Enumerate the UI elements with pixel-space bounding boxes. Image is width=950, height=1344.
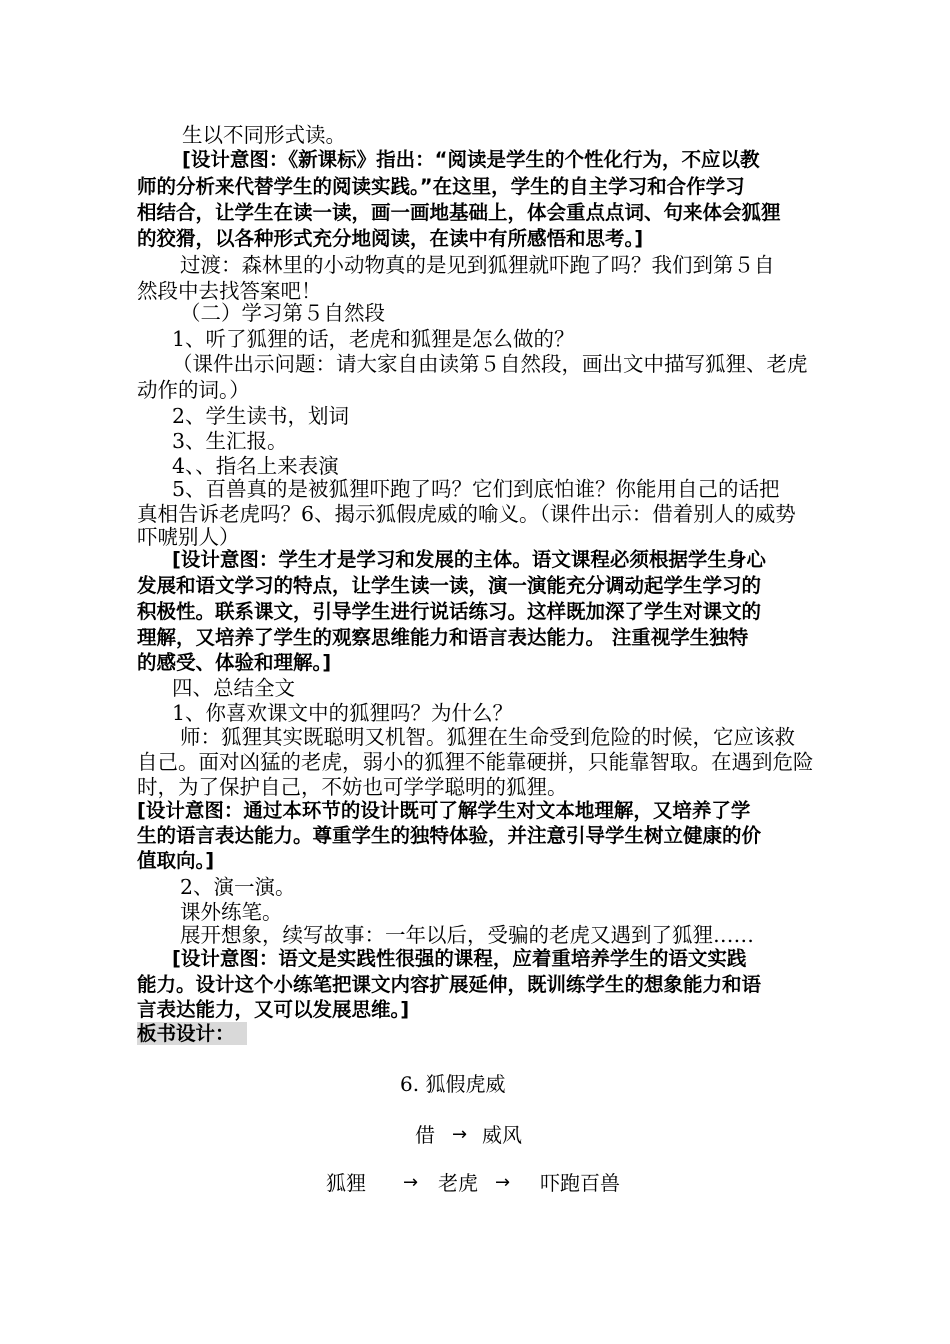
board-word-jie: 借	[415, 1123, 435, 1147]
design-intent-line: 师的分析来代替学生的阅读实践。”在这里，学生的自主学习和合作学习	[137, 175, 745, 198]
text-line: 课外练笔。	[180, 900, 283, 924]
design-intent-line: [设计意图：学生才是学习和发展的主体。语文课程必须根据学生身心	[172, 548, 766, 571]
design-intent-line: 言表达能力，又可以发展思维。]	[137, 998, 410, 1021]
board-word-laohu: 老虎	[438, 1171, 478, 1195]
design-intent-line: 能力。设计这个小练笔把课文内容扩展延伸，既训练学生的想象能力和语	[137, 973, 762, 996]
design-intent-line: 理解，又培养了学生的观察思维能力和语言表达能力。 注重视学生独特	[137, 626, 749, 649]
design-intent-line: 值取向。]	[137, 849, 215, 872]
design-intent-line: 发展和语文学习的特点，让学生读一读，演一演能充分调动起学生学习的	[137, 574, 762, 597]
text-line: （课件出示问题：请大家自由读第５自然段，画出文中描写狐狸、老虎	[172, 352, 808, 376]
board-word-weifeng: 威风	[482, 1123, 522, 1147]
arrow-right-icon: →	[403, 1172, 419, 1193]
text-line: 真相告诉老虎吗？6、揭示狐假虎威的喻义。（课件出示：借着别人的威势	[137, 502, 796, 526]
text-line: 自己。面对凶猛的老虎，弱小的狐狸不能靠硬拼，只能靠智取。在遇到危险	[137, 750, 814, 774]
design-intent-line: 生的语言表达能力。尊重学生的独特体验，并注意引导学生树立健康的价	[137, 824, 762, 847]
text-line: 2、演一演。	[180, 875, 296, 899]
text-line: 3、生汇报。	[172, 429, 288, 453]
design-intent-line: [设计意图：语文是实践性很强的课程，应着重培养学生的语文实践	[172, 947, 747, 970]
text-line: 1、听了狐狸的话，老虎和狐狸是怎么做的？	[172, 327, 575, 351]
text-line: 动作的词。）	[137, 378, 250, 402]
text-line: 时，为了保护自己，不妨也可学学聪明的狐狸。	[137, 775, 568, 799]
board-title: 6. 狐假虎威	[400, 1072, 506, 1096]
arrow-right-icon: →	[495, 1172, 511, 1193]
design-intent-line: 相结合，让学生在读一读，画一画地基础上，体会重点点词、句来体会狐狸	[137, 201, 781, 224]
text-line: 生以不同形式读。	[182, 123, 346, 147]
text-line: 4、、指名上来表演	[172, 454, 339, 478]
text-line: 展开想象，续写故事：一年以后，受骗的老虎又遇到了狐狸……	[180, 923, 754, 947]
arrow-right-icon: →	[452, 1124, 468, 1145]
design-intent-line: 的感受、体验和理解。]	[137, 651, 332, 674]
text-line: 5、百兽真的是被狐狸吓跑了吗？它们到底怕谁？你能用自己的话把	[172, 477, 780, 501]
design-intent-line: [设计意图：《新课标》指出：“阅读是学生的个性化行为，不应以教	[182, 148, 760, 171]
text-line: 1、你喜欢课文中的狐狸吗？为什么？	[172, 701, 514, 725]
board-word-huli: 狐狸	[326, 1171, 366, 1195]
section-heading: （二）学习第５自然段	[180, 301, 385, 325]
board-word-xiapao: 吓跑百兽	[540, 1171, 620, 1195]
text-line: 吓唬别人）	[137, 525, 240, 549]
text-line: 2、学生读书，划词	[172, 404, 350, 428]
text-line: 师：狐狸其实既聪明又机智。狐狸在生命受到危险的时候，它应该救	[180, 725, 795, 749]
design-intent-line: 的狡猾，以各种形式充分地阅读，在读中有所感悟和思考。]	[137, 227, 644, 250]
design-intent-line: [设计意图：通过本环节的设计既可了解学生对文本地理解，又培养了学	[137, 799, 751, 822]
design-intent-line: 积极性。联系课文，引导学生进行说话练习。这样既加深了学生对课文的	[137, 600, 762, 623]
section-heading: 四、总结全文	[172, 676, 295, 700]
board-heading: 板书设计：	[137, 1021, 247, 1047]
text-line: 然段中去找答案吧！	[137, 279, 322, 303]
text-line: 过渡：森林里的小动物真的是见到狐狸就吓跑了吗？我们到第５自	[180, 253, 775, 277]
